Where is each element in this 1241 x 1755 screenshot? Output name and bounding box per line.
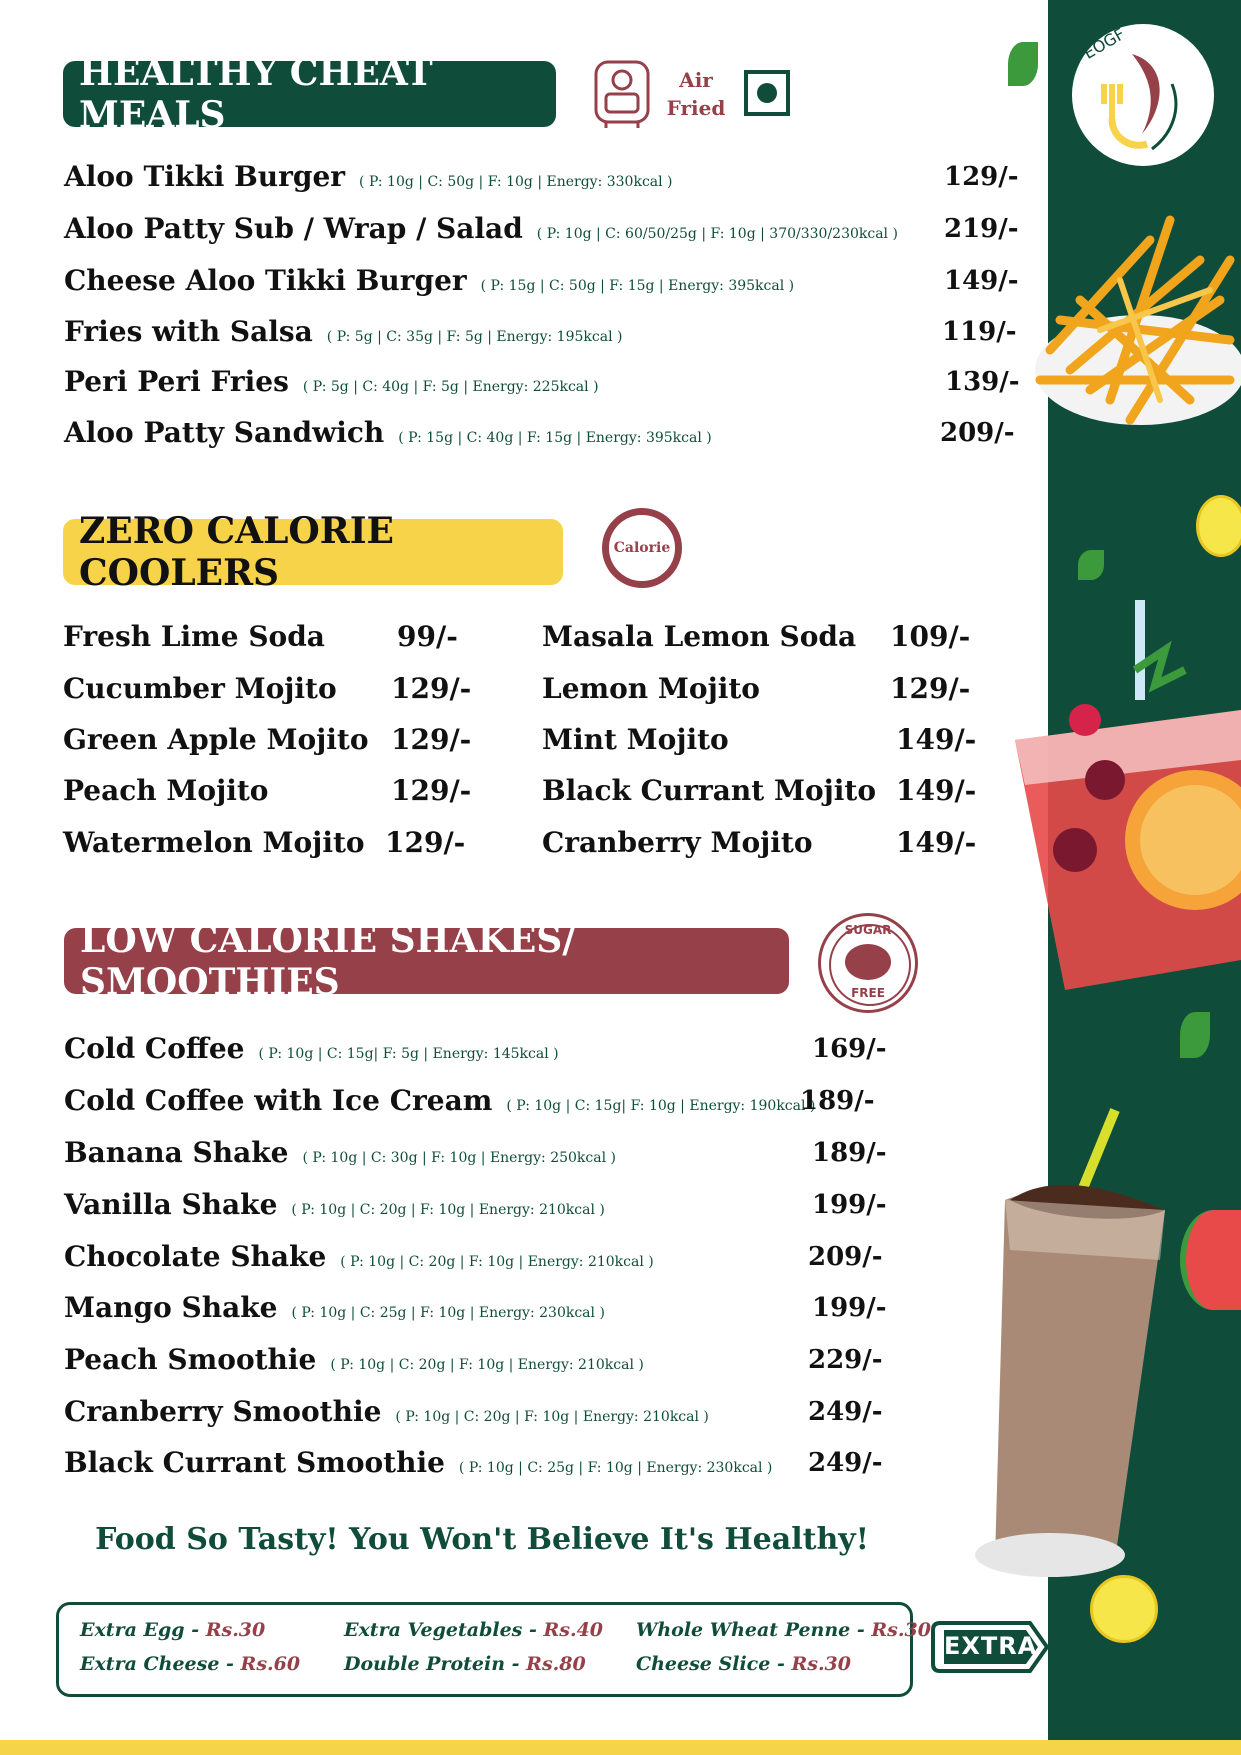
cooler-name: Peach Mojito (63, 774, 269, 807)
cooler-name: Mint Mojito (542, 723, 729, 756)
item-name: Cold Coffee (64, 1032, 245, 1065)
cooler-name: Green Apple Mojito (63, 723, 369, 756)
menu-item-row (64, 1240, 654, 1280)
item-name: Aloo Tikki Burger (64, 160, 346, 193)
extra-item-name: Extra Vegetables - (344, 1619, 544, 1641)
section-title-low-calorie-shakes: LOW CALORIE SHAKES/ SMOOTHIES (64, 928, 789, 994)
item-name: Cheese Aloo Tikki Burger (64, 264, 467, 297)
fries-image (1030, 200, 1241, 450)
menu-item-row (64, 1343, 644, 1383)
item-macros: ( P: 5g | C: 40g | F: 5g | Energy: 225kcal ) (302, 379, 599, 395)
item-macros: ( P: 5g | C: 35g | F: 5g | Energy: 195kcal ) (326, 329, 623, 345)
item-name: Cranberry Smoothie (64, 1395, 382, 1428)
cooler-name: Watermelon Mojito (63, 826, 365, 859)
item-macros: ( P: 10g | C: 30g | F: 10g | Energy: 250kcal ) (302, 1150, 616, 1166)
brand-logo (1068, 20, 1218, 170)
menu-item-row (64, 315, 622, 355)
item-macros: ( P: 15g | C: 50g | F: 15g | Energy: 395kcal ) (480, 278, 795, 294)
extra-item (636, 1619, 931, 1641)
item-price: 249/- (808, 1448, 883, 1478)
item-macros: ( P: 10g | C: 15g| F: 5g | Energy: 145kcal ) (258, 1046, 559, 1062)
menu-item-row (64, 1395, 709, 1435)
cooler-name: Fresh Lime Soda (63, 620, 325, 653)
sugar-label: SUGAR (844, 923, 892, 937)
cooler-name: Masala Lemon Soda (542, 620, 857, 653)
item-macros: ( P: 10g | C: 25g | F: 10g | Energy: 230kcal ) (291, 1305, 605, 1321)
item-macros: ( P: 10g | C: 20g | F: 10g | Energy: 210kcal ) (291, 1202, 605, 1218)
sugar-free-badge (818, 913, 918, 1013)
free-label: FREE (851, 986, 885, 1000)
extra-item-name: Whole Wheat Penne - (636, 1619, 872, 1641)
menu-item-row (64, 264, 794, 304)
item-name: Aloo Patty Sandwich (64, 416, 385, 449)
extra-item (80, 1619, 265, 1641)
zero-calorie-badge (602, 508, 682, 588)
section-title-zero-calorie-coolers: ZERO CALORIE COOLERS (63, 519, 563, 585)
extra-item-name: Extra Egg - (80, 1619, 206, 1641)
extra-item (344, 1619, 603, 1641)
extra-item-price: Rs.60 (240, 1653, 301, 1675)
bottom-strip (0, 1740, 1241, 1755)
cooler-price: 149/- (896, 826, 977, 859)
extra-item-price: Rs.30 (791, 1653, 851, 1675)
cooler-price: 129/- (391, 723, 472, 756)
cooler-price: 109/- (890, 620, 971, 653)
cooler-price: 99/- (397, 620, 458, 653)
item-price: 199/- (812, 1190, 887, 1220)
item-macros: ( P: 10g | C: 25g | F: 10g | Energy: 230kcal ) (458, 1460, 773, 1476)
item-price: 119/- (942, 317, 1017, 347)
shake-glass-image (935, 1100, 1175, 1580)
menu-item-row (64, 1136, 616, 1176)
item-macros: ( P: 10g | C: 20g | F: 10g | Energy: 210kcal ) (330, 1357, 644, 1373)
menu-item-row (64, 416, 712, 456)
item-price: 209/- (808, 1242, 883, 1272)
item-name: Vanilla Shake (64, 1188, 278, 1221)
extra-item-name: Extra Cheese - (80, 1653, 241, 1675)
cooler-name: Lemon Mojito (542, 672, 760, 705)
menu-item-row (64, 160, 673, 200)
sugar-cubes-icon (845, 944, 891, 980)
calorie-label: Calorie (613, 540, 671, 556)
item-price: 169/- (812, 1034, 887, 1064)
lemon-slice-image (1196, 495, 1241, 557)
cooler-price: 129/- (385, 826, 466, 859)
air-fried-label (664, 66, 728, 122)
item-price: 139/- (945, 367, 1020, 397)
extra-item (80, 1653, 300, 1675)
extra-item-price: Rs.40 (543, 1619, 604, 1641)
menu-item-row (64, 1446, 772, 1486)
item-price: 229/- (808, 1345, 883, 1375)
cooler-price: 129/- (391, 774, 472, 807)
item-name: Chocolate Shake (64, 1240, 327, 1273)
menu-item-row (64, 212, 898, 252)
item-name: Cold Coffee with Ice Cream (64, 1084, 493, 1117)
veg-mark-icon (744, 70, 790, 116)
extra-item-name: Cheese Slice - (636, 1653, 792, 1675)
watermelon-slice-image (1180, 1210, 1241, 1310)
item-macros: ( P: 10g | C: 20g | F: 10g | Energy: 210kcal ) (340, 1254, 654, 1270)
air-fryer-icon (592, 58, 652, 130)
menu-item-row (64, 1291, 605, 1331)
cooler-price: 149/- (896, 774, 977, 807)
item-price: 199/- (812, 1293, 887, 1323)
menu-item-row (64, 365, 599, 405)
extra-item-name: Double Protein - (344, 1653, 527, 1675)
lemon-slice-image (1090, 1575, 1158, 1643)
item-name: Black Currant Smoothie (64, 1446, 445, 1479)
menu-item-row (64, 1084, 815, 1124)
item-name: Peach Smoothie (64, 1343, 317, 1376)
extra-badge (930, 1620, 1050, 1674)
leaf-image (1078, 550, 1104, 580)
leaf-image (1180, 1012, 1210, 1058)
logo-text: EOGF (1080, 24, 1129, 63)
item-price: 149/- (944, 266, 1019, 296)
item-name: Peri Peri Fries (64, 365, 289, 398)
item-name: Fries with Salsa (64, 315, 313, 348)
extra-item-price: Rs.80 (526, 1653, 586, 1675)
extra-badge-label: EXTRA (944, 1632, 1038, 1660)
item-price: 249/- (808, 1397, 883, 1427)
cooler-name: Cucumber Mojito (63, 672, 337, 705)
item-price: 129/- (944, 162, 1019, 192)
item-macros: ( P: 10g | C: 50g | F: 10g | Energy: 330kcal ) (359, 174, 673, 190)
cooler-name: Black Currant Mojito (542, 774, 877, 807)
cooler-price: 129/- (391, 672, 472, 705)
item-macros: ( P: 10g | C: 60/50/25g | F: 10g | 370/330/230kcal ) (536, 226, 898, 242)
item-name: Banana Shake (64, 1136, 289, 1169)
item-macros: ( P: 10g | C: 20g | F: 10g | Energy: 210kcal ) (395, 1409, 709, 1425)
fried-label: Fried (666, 96, 726, 120)
cooler-price: 129/- (890, 672, 971, 705)
item-price: 219/- (944, 214, 1019, 244)
item-price: 189/- (800, 1086, 875, 1116)
extra-item-price: Rs.30 (205, 1619, 266, 1641)
item-macros: ( P: 15g | C: 40g | F: 15g | Energy: 395kcal ) (398, 430, 712, 446)
item-name: Mango Shake (64, 1291, 278, 1324)
item-price: 189/- (812, 1138, 887, 1168)
menu-item-row (64, 1032, 559, 1072)
extra-item (636, 1653, 851, 1675)
extra-item (344, 1653, 586, 1675)
section-title-healthy-cheat-meals: HEALTHY CHEAT MEALS (63, 61, 556, 127)
cooler-price: 149/- (896, 723, 977, 756)
mojito-image (1005, 600, 1241, 990)
tagline: Food So Tasty! You Won't Believe It's Healthy! (95, 1522, 869, 1557)
menu-item-row (64, 1188, 605, 1228)
item-name: Aloo Patty Sub / Wrap / Salad (64, 212, 523, 245)
extras-box (56, 1602, 913, 1697)
cooler-name: Cranberry Mojito (542, 826, 813, 859)
extra-item-price: Rs.30 (871, 1619, 931, 1641)
item-macros: ( P: 10g | C: 15g| F: 10g | Energy: 190kcal ) (506, 1098, 816, 1114)
item-price: 209/- (940, 418, 1015, 448)
leaf-image (1008, 42, 1038, 86)
air-label: Air (679, 68, 713, 92)
